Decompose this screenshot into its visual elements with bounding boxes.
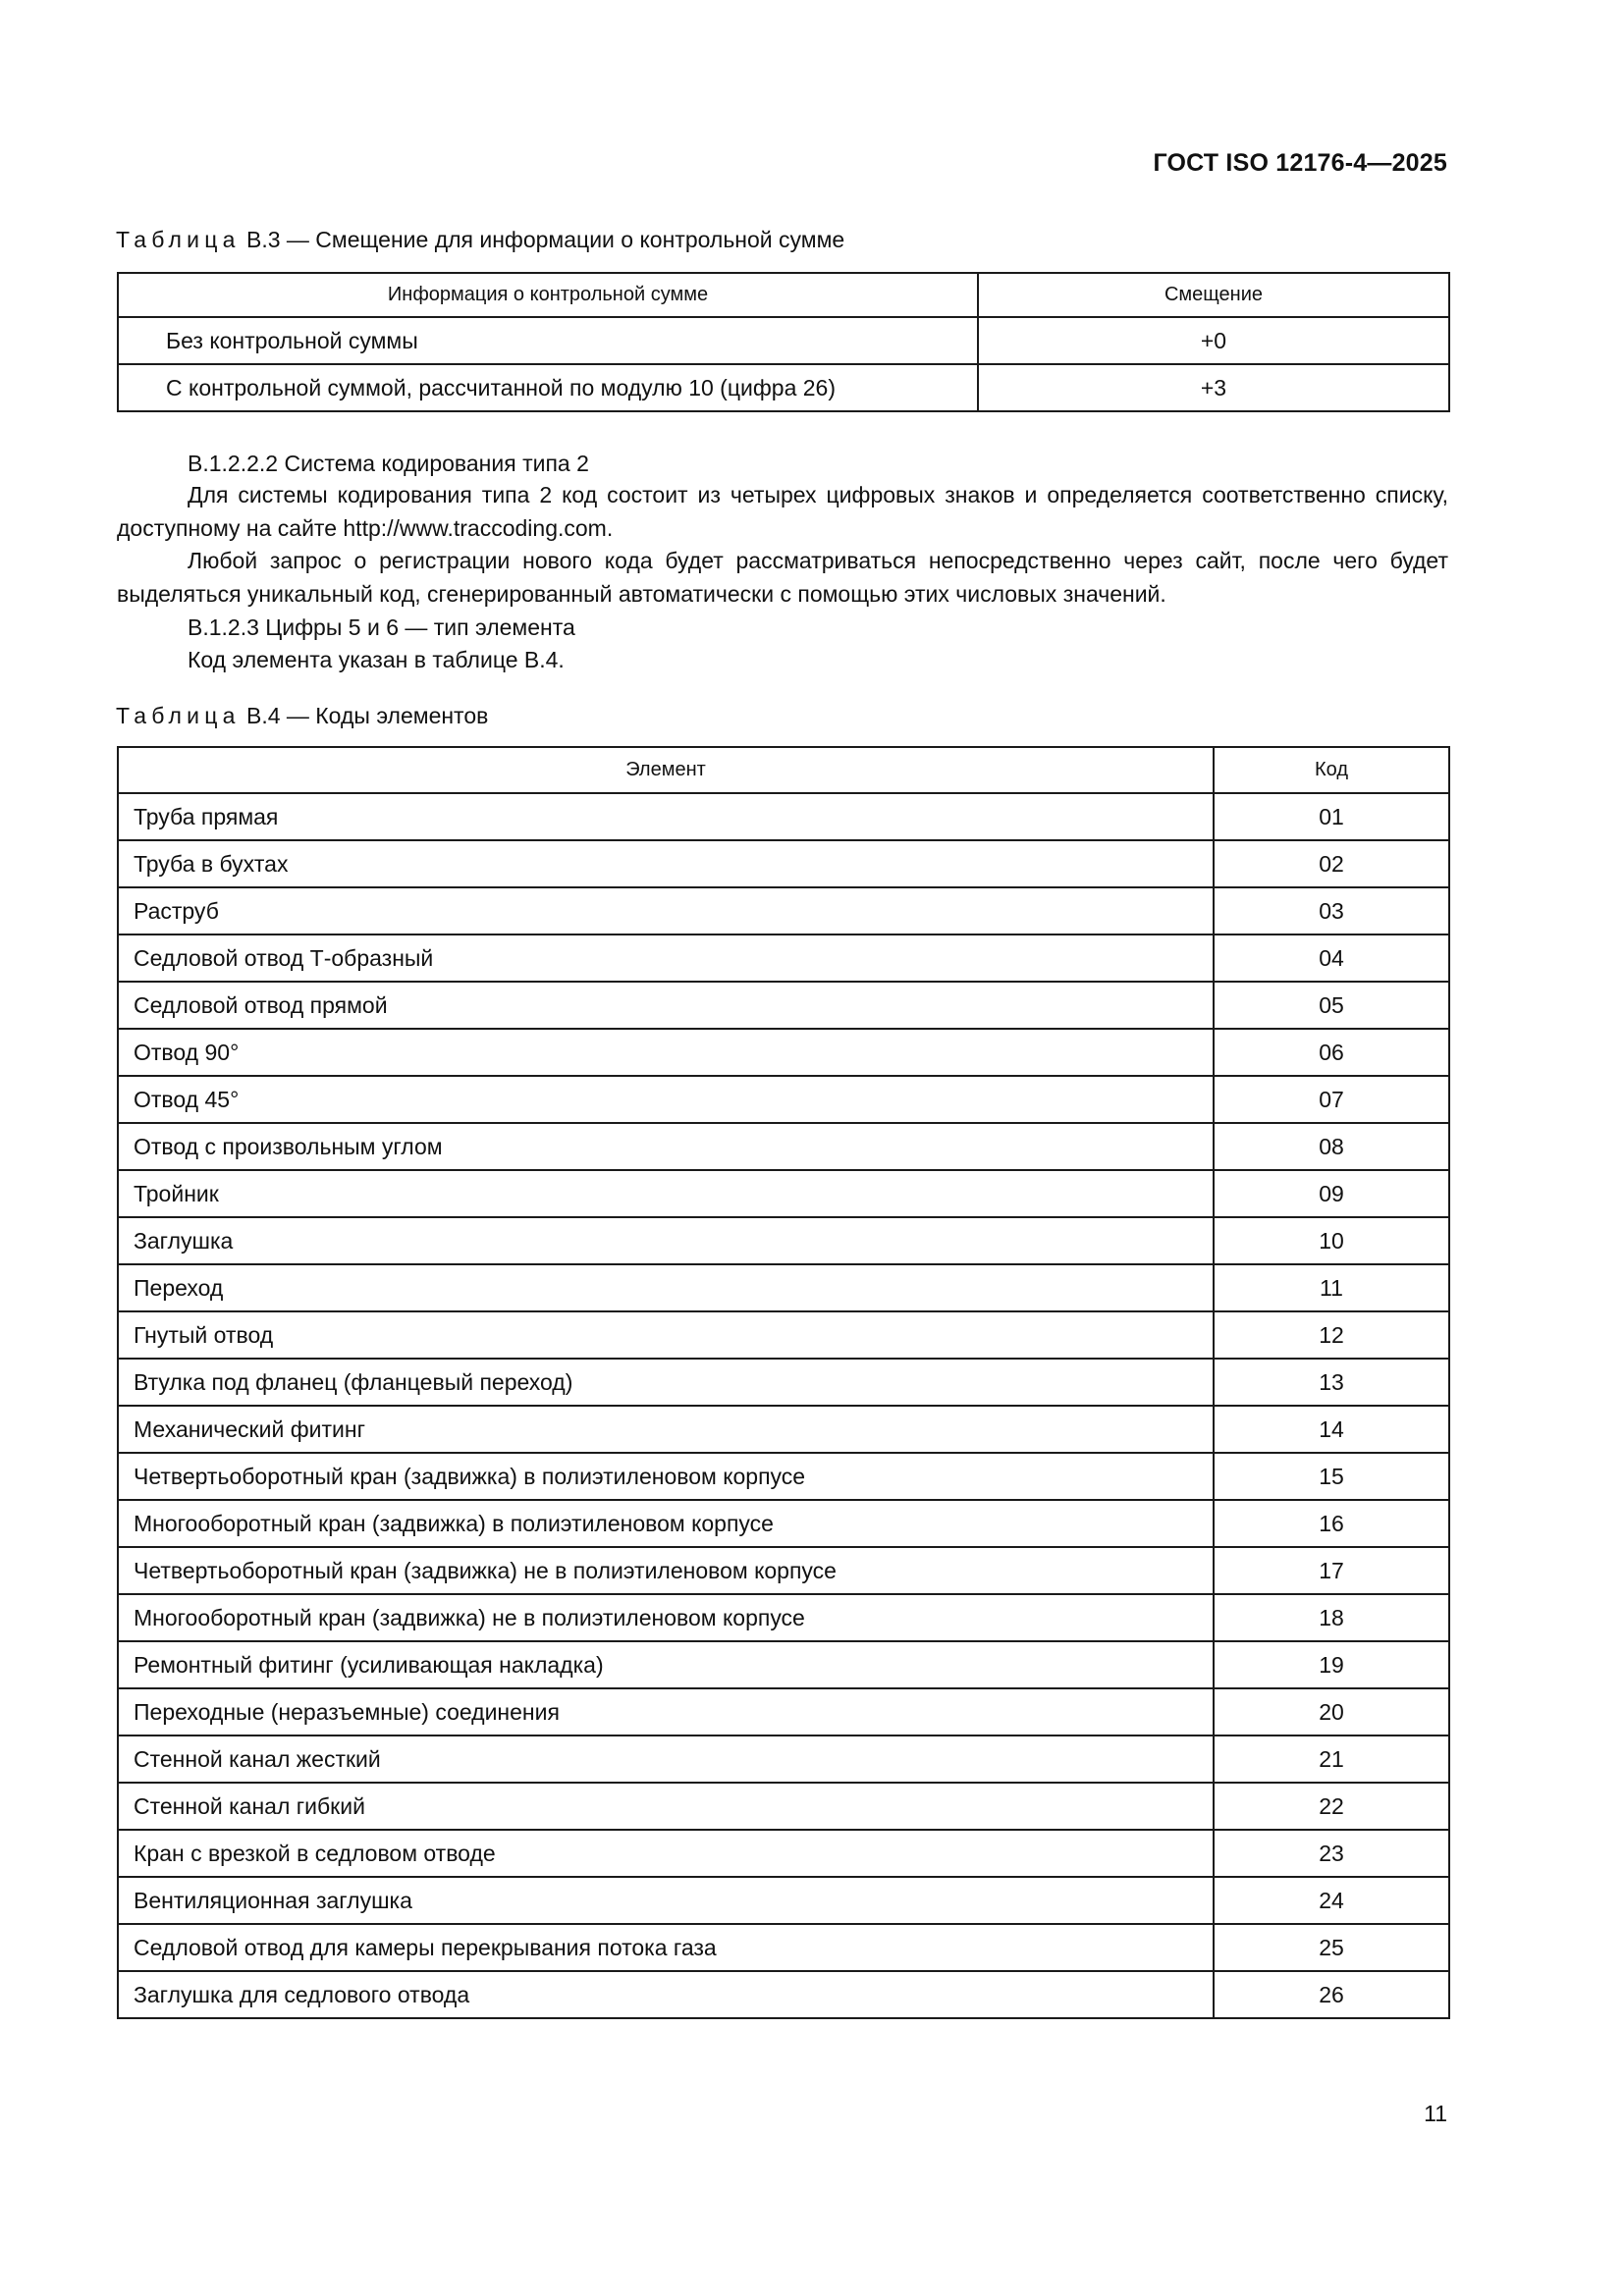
table-b4-cell-element: Заглушка bbox=[118, 1217, 1214, 1264]
table-b4-body bbox=[118, 793, 1449, 2018]
table-b4-cell-code: 20 bbox=[1214, 1688, 1449, 1735]
table-row bbox=[118, 1830, 1449, 1877]
table-row bbox=[118, 1406, 1449, 1453]
table-row bbox=[118, 887, 1449, 934]
table-b4-caption bbox=[116, 703, 488, 729]
table-b4-cell-element: Переход bbox=[118, 1264, 1214, 1311]
table-b3-caption bbox=[116, 227, 844, 253]
table-b4-cell-code: 02 bbox=[1214, 840, 1449, 887]
table-row bbox=[118, 1547, 1449, 1594]
section-b123-text: Код элемента указан в таблице B.4. bbox=[188, 647, 565, 672]
table-b4-header-row bbox=[118, 747, 1449, 793]
table-b4-cell-element: Многооборотный кран (задвижка) в полиэтиленовом корпусе bbox=[118, 1500, 1214, 1547]
table-b4-header-element: Элемент bbox=[118, 747, 1214, 793]
table-row bbox=[118, 982, 1449, 1029]
table-b4-cell-code: 25 bbox=[1214, 1924, 1449, 1971]
table-row bbox=[118, 1594, 1449, 1641]
table-b3 bbox=[117, 272, 1450, 412]
section-b123-heading: B.1.2.3 Цифры 5 и 6 — тип элемента bbox=[188, 614, 575, 640]
table-row bbox=[118, 317, 1449, 364]
table-b4-cell-code: 22 bbox=[1214, 1783, 1449, 1830]
table-b3-caption-text: B.3 — Смещение для информации о контрольной сумме bbox=[245, 227, 845, 252]
table-b4-cell-element: Стенной канал жесткий bbox=[118, 1735, 1214, 1783]
table-b4-cell-code: 09 bbox=[1214, 1170, 1449, 1217]
table-b4-cell-element: Вентиляционная заглушка bbox=[118, 1877, 1214, 1924]
table-row bbox=[118, 793, 1449, 840]
table-row bbox=[118, 364, 1449, 411]
table-b4-cell-code: 26 bbox=[1214, 1971, 1449, 2018]
table-b4-cell-code: 15 bbox=[1214, 1453, 1449, 1500]
table-b4-cell-code: 11 bbox=[1214, 1264, 1449, 1311]
table-b4-cell-element: Ремонтный фитинг (усиливающая накладка) bbox=[118, 1641, 1214, 1688]
table-b4-cell-code: 05 bbox=[1214, 982, 1449, 1029]
table-row bbox=[118, 1076, 1449, 1123]
table-row bbox=[118, 1688, 1449, 1735]
table-b4-cell-code: 13 bbox=[1214, 1359, 1449, 1406]
table-b4-cell-code: 07 bbox=[1214, 1076, 1449, 1123]
table-b4-cell-code: 24 bbox=[1214, 1877, 1449, 1924]
table-b3-caption-word: Таблица bbox=[116, 227, 241, 252]
table-row bbox=[118, 840, 1449, 887]
table-b4-cell-code: 06 bbox=[1214, 1029, 1449, 1076]
table-b4-cell-element: Переходные (неразъемные) соединения bbox=[118, 1688, 1214, 1735]
table-row bbox=[118, 1783, 1449, 1830]
table-b4-cell-code: 18 bbox=[1214, 1594, 1449, 1641]
table-b4-cell-element: Многооборотный кран (задвижка) не в полиэтиленовом корпусе bbox=[118, 1594, 1214, 1641]
table-b4-cell-element: Седловой отвод Т-образный bbox=[118, 934, 1214, 982]
table-row bbox=[118, 1924, 1449, 1971]
table-row bbox=[118, 1359, 1449, 1406]
table-b3-cell-info: Без контрольной суммы bbox=[118, 317, 978, 364]
section-b1222-paragraph1-text: Для системы кодирования типа 2 код состоит из четырех цифровых знаков и определяется соответственно списку, доступному на сайте http://www.traccoding.com. bbox=[117, 482, 1448, 541]
table-b4-cell-element: Заглушка для седлового отвода bbox=[118, 1971, 1214, 2018]
table-b4-cell-code: 10 bbox=[1214, 1217, 1449, 1264]
section-b1222-heading: B.1.2.2.2 Система кодирования типа 2 bbox=[188, 451, 589, 476]
section-b1222-paragraph1 bbox=[117, 479, 1448, 545]
table-row bbox=[118, 1453, 1449, 1500]
table-b4-cell-code: 04 bbox=[1214, 934, 1449, 982]
table-row bbox=[118, 1311, 1449, 1359]
table-b4-cell-element: Тройник bbox=[118, 1170, 1214, 1217]
table-b4-header-code: Код bbox=[1214, 747, 1449, 793]
table-b4-cell-element: Раструб bbox=[118, 887, 1214, 934]
document-code: ГОСТ ISO 12176-4—2025 bbox=[1153, 149, 1447, 177]
table-b4-cell-code: 17 bbox=[1214, 1547, 1449, 1594]
table-b4-cell-element: Гнутый отвод bbox=[118, 1311, 1214, 1359]
table-b4-cell-code: 03 bbox=[1214, 887, 1449, 934]
table-b4-cell-element: Отвод с произвольным углом bbox=[118, 1123, 1214, 1170]
table-b4-cell-element: Отвод 45° bbox=[118, 1076, 1214, 1123]
table-b4 bbox=[117, 746, 1450, 2019]
table-b4-cell-code: 16 bbox=[1214, 1500, 1449, 1547]
table-b4-cell-element: Кран с врезкой в седловом отводе bbox=[118, 1830, 1214, 1877]
table-row bbox=[118, 1641, 1449, 1688]
table-b4-caption-text: B.4 — Коды элементов bbox=[245, 703, 489, 728]
table-b4-cell-element: Отвод 90° bbox=[118, 1029, 1214, 1076]
table-b4-cell-element: Седловой отвод для камеры перекрывания потока газа bbox=[118, 1924, 1214, 1971]
table-b4-cell-code: 08 bbox=[1214, 1123, 1449, 1170]
page-number: 11 bbox=[1424, 2101, 1447, 2126]
table-b4-cell-code: 14 bbox=[1214, 1406, 1449, 1453]
table-b4-cell-code: 19 bbox=[1214, 1641, 1449, 1688]
table-b4-cell-element: Четвертьоборотный кран (задвижка) в полиэтиленовом корпусе bbox=[118, 1453, 1214, 1500]
table-b4-caption-word: Таблица bbox=[116, 703, 241, 728]
table-row bbox=[118, 1029, 1449, 1076]
table-row bbox=[118, 1217, 1449, 1264]
table-b4-cell-element: Труба в бухтах bbox=[118, 840, 1214, 887]
table-b3-header-info: Информация о контрольной сумме bbox=[118, 273, 978, 317]
table-row bbox=[118, 1735, 1449, 1783]
table-b4-cell-element: Стенной канал гибкий bbox=[118, 1783, 1214, 1830]
table-row bbox=[118, 1877, 1449, 1924]
table-b4-cell-element: Механический фитинг bbox=[118, 1406, 1214, 1453]
section-b1222-paragraph2-text: Любой запрос о регистрации нового кода будет рассматриваться непосредственно через сайт, после чего будет выделяться уникальный код, сгенерированный автоматически с помощью этих числовых значений. bbox=[117, 548, 1448, 607]
table-b4-cell-code: 23 bbox=[1214, 1830, 1449, 1877]
table-b3-cell-info: С контрольной суммой, рассчитанной по модулю 10 (цифра 26) bbox=[118, 364, 978, 411]
table-b4-cell-element: Труба прямая bbox=[118, 793, 1214, 840]
table-row bbox=[118, 934, 1449, 982]
table-row bbox=[118, 1170, 1449, 1217]
table-row bbox=[118, 1264, 1449, 1311]
table-b4-cell-code: 01 bbox=[1214, 793, 1449, 840]
table-b3-header-offset: Смещение bbox=[978, 273, 1449, 317]
table-b4-cell-element: Четвертьоборотный кран (задвижка) не в полиэтиленовом корпусе bbox=[118, 1547, 1214, 1594]
table-b4-cell-code: 12 bbox=[1214, 1311, 1449, 1359]
table-b3-header-row bbox=[118, 273, 1449, 317]
section-b1222-paragraph2 bbox=[117, 545, 1448, 611]
table-row bbox=[118, 1971, 1449, 2018]
table-b4-cell-code: 21 bbox=[1214, 1735, 1449, 1783]
table-b4-cell-element: Седловой отвод прямой bbox=[118, 982, 1214, 1029]
table-row bbox=[118, 1500, 1449, 1547]
table-b3-cell-offset: +3 bbox=[978, 364, 1449, 411]
table-b4-cell-element: Втулка под фланец (фланцевый переход) bbox=[118, 1359, 1214, 1406]
table-b3-cell-offset: +0 bbox=[978, 317, 1449, 364]
table-row bbox=[118, 1123, 1449, 1170]
